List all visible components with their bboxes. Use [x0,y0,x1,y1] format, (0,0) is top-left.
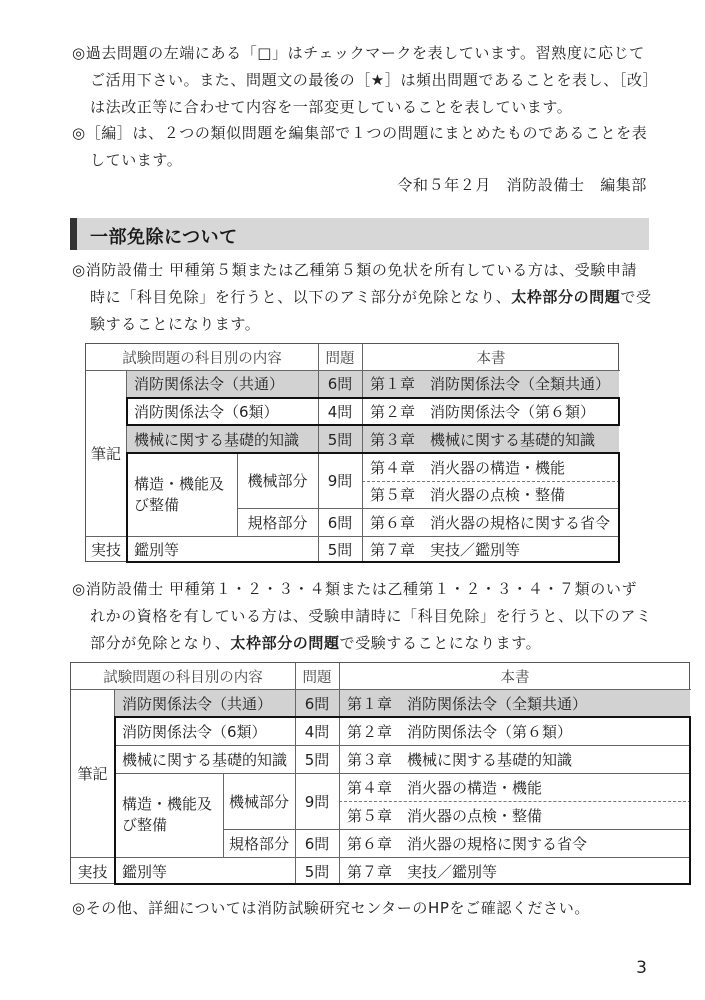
paragraph-line [72,284,652,311]
intro-paragraph-checkmark [72,40,659,121]
count-standards: 6問 [327,513,353,532]
bold-text: 太枠部分の問題 [230,634,340,652]
category-practical: 実技 [77,862,108,881]
section-title: 一部免除について [90,227,238,248]
subject-structure: 構造・機能及び整備 [122,795,213,834]
paragraph-line [72,630,652,657]
text-segment: で受 [620,288,652,306]
paragraph-line: れかの資格を有している方は、受験申請時に「科目免除」を行うと、以下のアミ [90,607,652,625]
chapter-2: 第２章 消防関係法令（第６類） [370,403,596,421]
subject-practical: 鑑別等 [134,541,180,559]
signature: 令和５年２月 消防設備士 編集部 [397,176,647,194]
chapter-2: 第２章 消防関係法令（第６類） [347,722,573,741]
closing-note: ◎その他、詳細については消防試験研究センターのHPをご確認ください。 [72,899,590,917]
subject-law-class: 消防関係法令（6類） [122,722,267,741]
intro-line: しています。 [90,151,183,169]
header-book: 本書 [500,669,530,686]
page-number: 3 [636,958,647,978]
header-count: 問題 [302,669,332,686]
exemption-paragraph-class1-4 [72,576,652,657]
count-standards: 6問 [304,834,330,853]
category-written: 筆記 [77,764,108,783]
chapter-4: 第４章 消火器の構造・機能 [370,458,566,477]
exemption-table-2 [70,662,690,884]
intro-line: は法改正等に合わせて内容を一部変更していることを表しています。 [90,98,573,116]
paragraph-line: ◎消防設備士 甲種第１・２・３・４類または乙種第１・２・３・４・７類のいず [72,580,638,598]
category-practical: 実技 [90,541,121,559]
category-written: 筆記 [90,444,121,463]
chapter-5: 第５章 消火器の点検・整備 [370,486,566,504]
intro-paragraph-edit [72,120,652,174]
count-mechanical: 9問 [327,472,353,490]
header-book: 本書 [476,350,506,367]
chapter-1: 第１章 消防関係法令（全類共通） [370,375,611,393]
text-segment: で受験することになります。 [339,634,542,652]
subject-structure: 構造・機能及び整備 [134,474,225,514]
count-basic: 5問 [304,750,330,769]
text-segment: 時に「科目免除」を行うと、以下のアミ部分が免除となり、 [90,288,512,306]
subject-mechanical: 機械部分 [228,792,289,811]
chapter-4: 第４章 消火器の構造・機能 [347,778,543,797]
chapter-6: 第６章 消火器の規格に関する省令 [347,834,588,853]
header-subject: 試験問題の科目別の内容 [103,669,263,686]
subject-law-class: 消防関係法令（6類） [134,403,279,421]
subject-standards: 規格部分 [247,513,308,532]
chapter-7: 第７章 実技／鑑別等 [370,541,521,559]
chapter-3: 第３章 機械に関する基礎的知識 [370,431,596,449]
count-law-class: 4問 [304,722,330,741]
count-basic: 5問 [327,431,353,449]
subject-basic: 機械に関する基礎的知識 [134,431,300,449]
subject-mechanical: 機械部分 [247,472,308,490]
section-header [70,218,649,250]
paragraph-line: 験することになります。 [90,315,261,333]
chapter-1: 第１章 消防関係法令（全類共通） [347,694,588,713]
count-mechanical: 9問 [304,792,330,811]
bold-text: 太枠部分の問題 [511,288,621,306]
chapter-5: 第５章 消火器の点検・整備 [347,806,543,825]
chapter-7: 第７章 実技／鑑別等 [347,862,498,881]
header-count: 問題 [325,350,355,367]
count-practical: 5問 [327,541,353,559]
subject-basic: 機械に関する基礎的知識 [122,750,288,769]
section-header-bar [70,218,77,250]
text-segment: 部分が免除となり、 [90,634,231,652]
count-law-common: 6問 [327,375,353,393]
intro-line: ◎［編］は、２つの類似問題を編集部で１つの問題にまとめたものであることを表 [72,124,648,142]
paragraph-line: ◎消防設備士 甲種第５類または乙種第５類の免状を所有している方は、受験申請 [72,261,638,279]
header-subject: 試験問題の科目別の内容 [122,350,282,367]
subject-law-common: 消防関係法令（共通） [122,694,273,713]
subject-practical: 鑑別等 [122,862,168,881]
chapter-3: 第３章 機械に関する基礎的知識 [347,750,573,769]
intro-line: ご活用下さい。また、問題文の最後の［★］は頻出問題であることを表し、［改］ [90,71,659,89]
count-law-class: 4問 [327,403,353,421]
count-practical: 5問 [304,862,330,881]
chapter-6: 第６章 消火器の規格に関する省令 [370,513,611,532]
exemption-table-1 [85,343,619,562]
exemption-paragraph-class5 [72,257,652,338]
intro-line: ◎過去問題の左端にある「□」はチェックマークを表しています。習熟度に応じて [72,44,645,62]
count-law-common: 6問 [304,694,330,713]
subject-standards: 規格部分 [228,834,289,853]
subject-law-common: 消防関係法令（共通） [134,375,285,393]
